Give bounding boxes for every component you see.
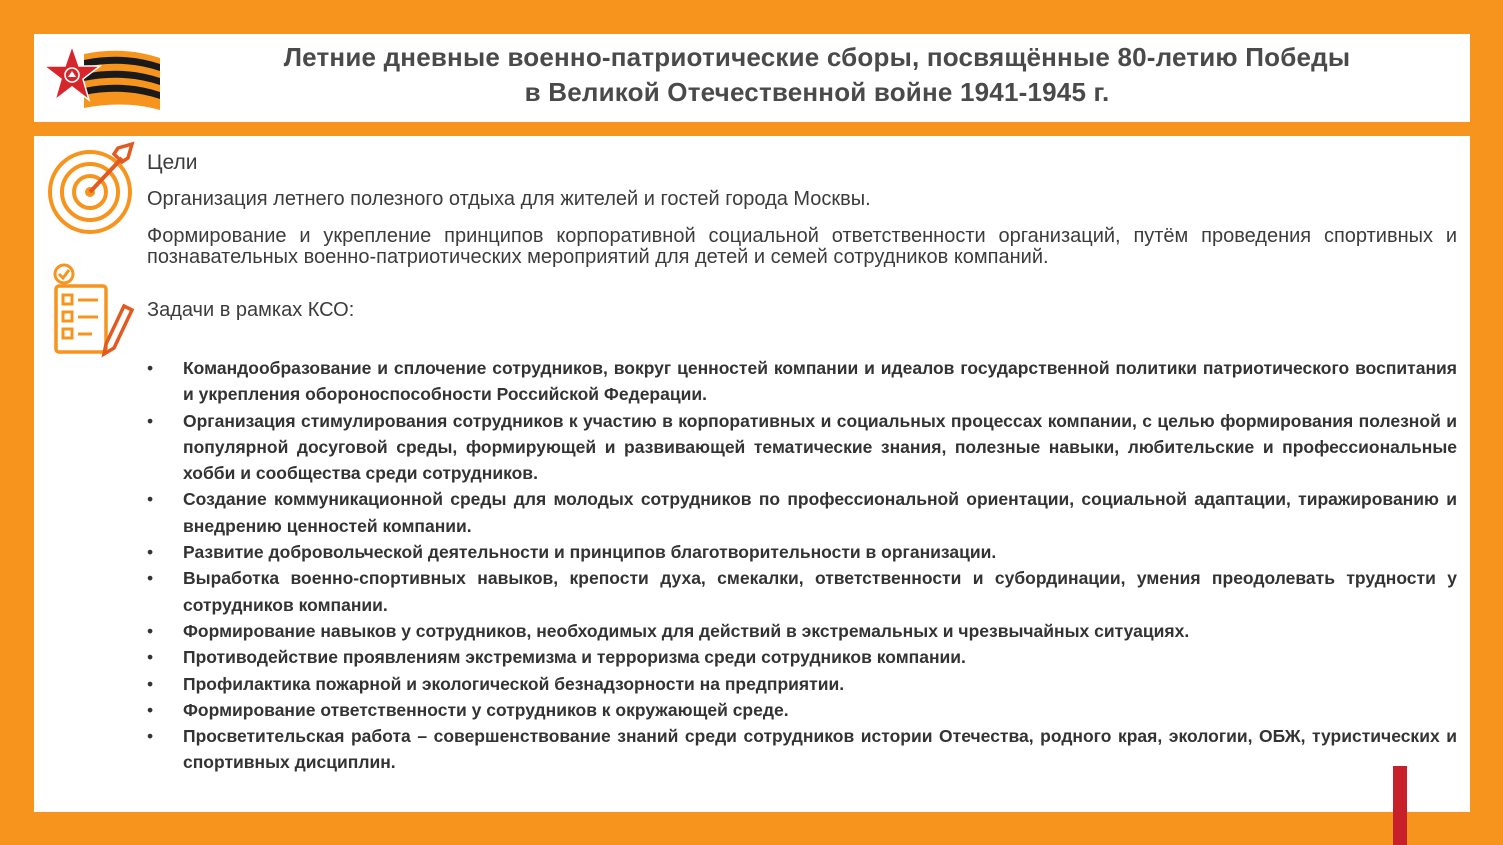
task-item: • Просветительская работа – совершенствование знаний среди сотрудников истории Отечества, родного края, экологии, ОБЖ, туристических и спортивных дисциплин.	[147, 723, 1457, 776]
task-item: • Развитие добровольческой деятельности и принципов благотворительности в организации.	[147, 539, 1457, 565]
task-item: • Командообразование и сплочение сотрудников, вокруг ценностей компании и идеалов государственной политики патриотического воспитания и укрепления обороноспособности Российской Федерации.	[147, 355, 1457, 408]
task-item: • Формирование ответственности у сотрудников к окружающей среде.	[147, 697, 1457, 723]
star-ribbon-logo	[44, 44, 164, 116]
content-panel	[34, 136, 1470, 812]
st-george-ribbon	[84, 51, 160, 110]
goal-item: Формирование и укрепление принципов корпоративной социальной ответственности организаций, путём проведения спортивных и познавательных военно-патриотических мероприятий для детей и семей сотрудников компаний.	[147, 225, 1457, 268]
target-arrow-icon	[42, 140, 138, 236]
page-title	[184, 40, 1450, 110]
task-item: • Формирование навыков у сотрудников, необходимых для действий в экстремальных и чрезвычайных ситуациях.	[147, 618, 1457, 644]
task-item: • Профилактика пожарной и экологической безнадзорности на предприятии.	[147, 671, 1457, 697]
goals-heading: Цели	[147, 151, 198, 174]
tasks-list	[147, 355, 1457, 776]
goal-item: Организация летнего полезного отдыха для жителей и гостей города Москвы.	[147, 188, 871, 210]
title-line-2: в Великой Отечественной войне 1941-1945 г.	[524, 77, 1110, 107]
task-item: • Организация стимулирования сотрудников к участию в корпоративных и социальных процессах компании, с целью формирования полезной и популярной досуговой среды, формирующей и развивающей тематические знания, полезные навыки, любительские и профессиональные хобби и сообщества среди сотрудников.	[147, 408, 1457, 487]
task-item: • Противодействие проявлениям экстремизма и терроризма среди сотрудников компании.	[147, 644, 1457, 670]
tasks-heading: Задачи в рамках КСО:	[147, 299, 355, 321]
red-accent-bar	[1393, 766, 1407, 845]
checklist-pencil-icon	[46, 262, 134, 358]
task-item: • Выработка военно-спортивных навыков, крепости духа, смекалки, ответственности и субординации, умения преодолевать трудности у сотрудников компании.	[147, 565, 1457, 618]
title-line-1: Летние дневные военно-патриотические сборы, посвящённые 80-летию Победы	[283, 42, 1351, 72]
task-item: • Создание коммуникационной среды для молодых сотрудников по профессиональной ориентации, социальной адаптации, тиражированию и внедрению ценностей компании.	[147, 486, 1457, 539]
orange-separator	[34, 124, 1470, 136]
header	[34, 34, 1470, 122]
